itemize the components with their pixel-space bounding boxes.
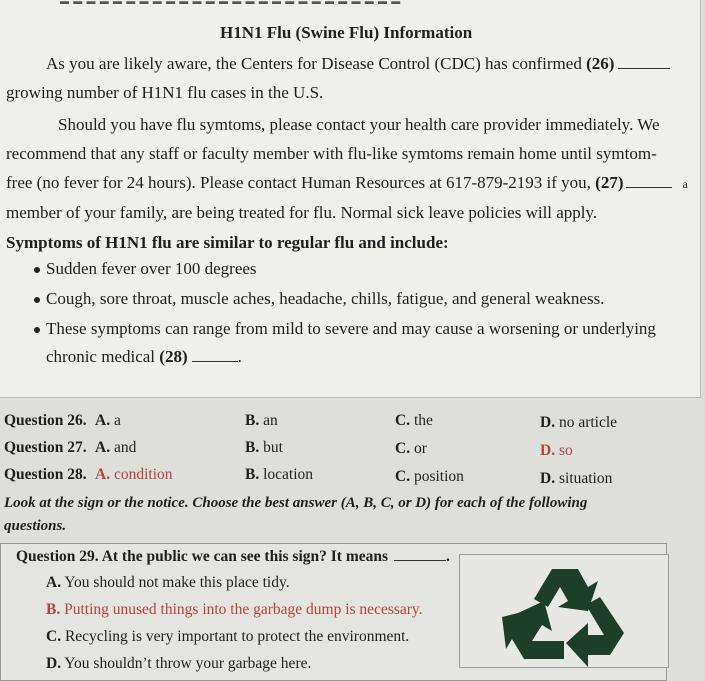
bullet-icon bbox=[34, 327, 40, 333]
option-28-b[interactable]: B. location bbox=[245, 466, 314, 483]
option-26-d[interactable]: D. no article bbox=[540, 414, 618, 431]
option-26-b[interactable]: B. an bbox=[245, 412, 278, 429]
blank-26[interactable] bbox=[618, 54, 670, 69]
notice-panel: ▬ ▬ ▬ ▬ ▬ ▬ ▬ ▬ ▬ ▬ ▬ ▬ ▬ ▬ ▬ ▬ ▬ ▬ ▬ ▬ ▬ ▬ ▬ ▬ ▬ ▬ H1N1 Flu (Swine Flu) Information As you are likely aware, the Centers for Disease Control (CDC) has confirmed (26) growing number of H1N1 flu cases in the U.S. Should you have flu symtoms, please contact your health care provider immediately. We recommend that any staff or faculty member with flu-like symtoms remain home until symtom- free (no fever for 24 hours). Please contact Human Resources at 617-879-2193 if you, (27) a member of your family, are being treated for flu. Normal sick leave policies will apply. Symptoms of H1N1 flu are similar to regular flu and include: Sudden fever over 100 degrees Cough, sore throat, muscle aches, headache, chills, fatigue, and general weakness. These symptoms can range from mild to severe and may cause a worsening or underlying chronic medical (28) . bbox=[0, 0, 701, 398]
notice-title: H1N1 Flu (Swine Flu) Information bbox=[220, 23, 473, 42]
para1-line1: As you are likely aware, the Centers for Disease Control (CDC) has confirmed (26) bbox=[46, 54, 670, 74]
para2-line3: free (no fever for 24 hours). Please contact Human Resources at 617-879-2193 if you, (27) a bbox=[6, 173, 688, 192]
instruction-line1: Look at the sign or the notice. Choose the best answer (A, B, C, or D) for each of the following bbox=[4, 495, 588, 511]
symptom3-line2: chronic medical (28) . bbox=[46, 347, 242, 366]
option-28-c[interactable]: C. position bbox=[395, 468, 464, 485]
bullet-icon bbox=[34, 297, 40, 303]
recycling-icon bbox=[460, 555, 668, 667]
option-27-d[interactable]: D. so bbox=[540, 442, 573, 459]
option-29-b[interactable]: B. Putting unused things into the garbage dump is necessary. bbox=[46, 601, 423, 618]
option-27-c[interactable]: C. or bbox=[395, 440, 427, 457]
option-29-a[interactable]: A. You should not make this place tidy. bbox=[46, 574, 290, 591]
blank-28[interactable] bbox=[192, 347, 238, 362]
bullet-icon bbox=[34, 267, 40, 273]
option-28-a[interactable]: A. condition bbox=[95, 466, 173, 483]
cropped-header-decoration: ▬ ▬ ▬ ▬ ▬ ▬ ▬ ▬ ▬ ▬ ▬ ▬ ▬ ▬ ▬ ▬ ▬ ▬ ▬ ▬ ▬ ▬ ▬ ▬ ▬ ▬ bbox=[60, 0, 402, 6]
option-26-c[interactable]: C. the bbox=[395, 412, 433, 429]
option-27-a[interactable]: A. and bbox=[95, 439, 137, 456]
symptoms-heading: Symptoms of H1N1 flu are similar to regular flu and include: bbox=[6, 233, 449, 252]
blank-27[interactable] bbox=[626, 173, 672, 188]
question-29-stem: Question 29. At the public we can see this sign? It means . bbox=[16, 548, 450, 565]
option-27-b[interactable]: B. but bbox=[245, 439, 283, 456]
option-28-d[interactable]: D. situation bbox=[540, 470, 613, 487]
option-26-a[interactable]: A. a bbox=[95, 412, 121, 429]
para2-line1: Should you have flu symtoms, please contact your health care provider immediately. We bbox=[58, 115, 660, 134]
blank-29[interactable] bbox=[394, 548, 446, 561]
para2-line4: member of your family, are being treated for flu. Normal sick leave policies will apply. bbox=[6, 203, 598, 222]
option-29-d[interactable]: D. You shouldn’t throw your garbage here. bbox=[46, 655, 312, 672]
sign-image-frame bbox=[459, 554, 669, 668]
instruction-line2: questions. bbox=[4, 518, 67, 534]
option-29-c[interactable]: C. Recycling is very important to protect the environment. bbox=[46, 628, 410, 645]
para1-line2: growing number of H1N1 flu cases in the U.S. bbox=[6, 83, 324, 102]
para2-line2: recommend that any staff or faculty member with flu-like symtoms remain home until symtom- bbox=[6, 144, 657, 163]
